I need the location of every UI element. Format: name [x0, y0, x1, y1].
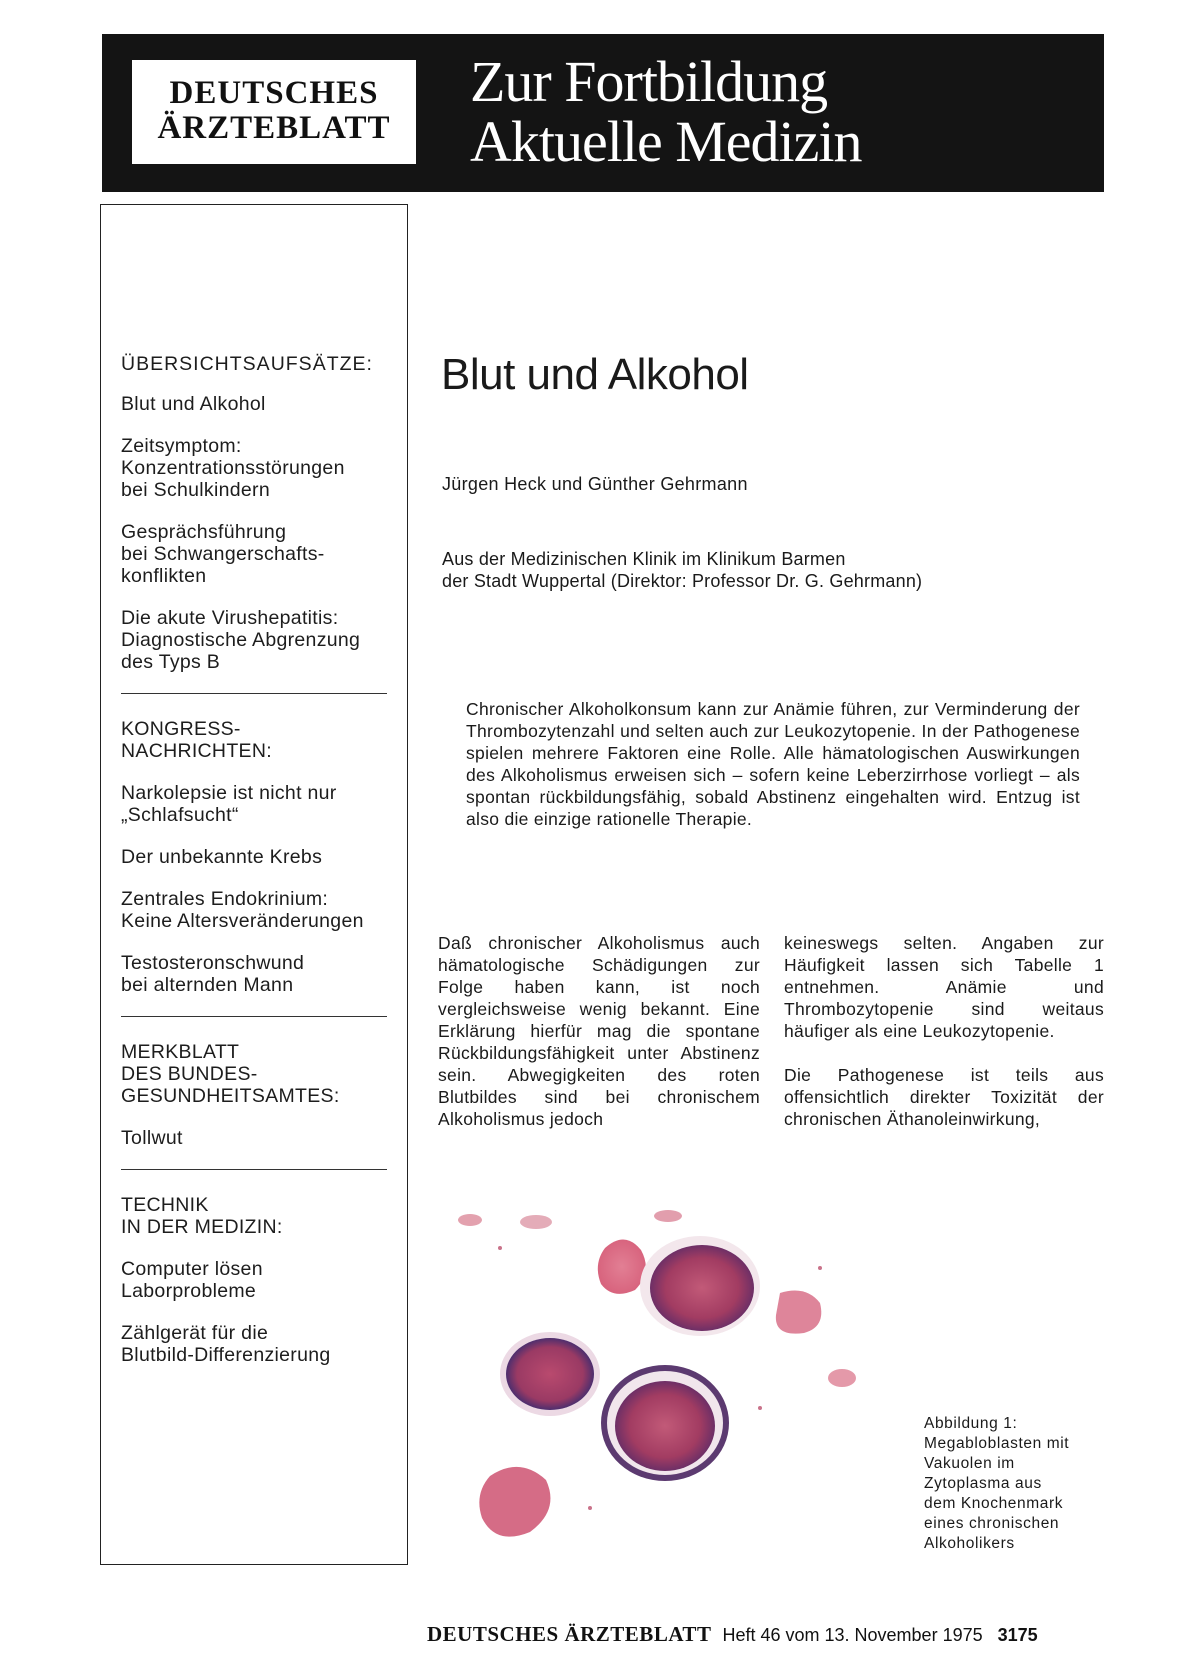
- affiliation-line-2: der Stadt Wuppertal (Direktor: Professor Dr. G. Gehrmann): [442, 571, 923, 591]
- page-number: 3175: [997, 1625, 1038, 1645]
- toc-item: Gesprächsführung bei Schwangerschafts- konflikten: [121, 521, 325, 587]
- megaloblast-nucleus: [615, 1381, 715, 1471]
- toc-item: Zeitsymptom: Konzentrationsstörungen bei Schulkindern: [121, 435, 345, 501]
- table-of-contents: [121, 353, 391, 1386]
- cell-fragment: [479, 1467, 550, 1537]
- article-affiliation: [442, 548, 922, 592]
- toc-group-congress: [121, 782, 391, 996]
- speckle: [588, 1506, 592, 1510]
- toc-item: Zählgerät für die Blutbild-Differenzierung: [121, 1322, 331, 1366]
- speckle: [498, 1246, 502, 1250]
- toc-group-overview: [121, 393, 391, 673]
- cell-fragment: [520, 1215, 552, 1229]
- cell-fragment: [458, 1214, 482, 1226]
- contents-sidebar: [100, 204, 408, 1565]
- page-footer: [427, 1622, 1038, 1647]
- toc-divider: [121, 1169, 387, 1170]
- figure-caption: Abbildung 1: Megabloblasten mit Vakuolen im Zytoplasma aus dem Knochenmark eines chronischen Alkoholikers: [924, 1415, 1070, 1552]
- toc-divider: [121, 693, 387, 694]
- toc-item: Testosteronschwund bei alternden Mann: [121, 952, 305, 996]
- body-paragraph: keineswegs selten. Angaben zur Häufigkeit lassen sich Tabelle 1 entnehmen. Anämie und Thrombozytopenie sind weitaus häufiger als eine Leukozytopenie.: [784, 933, 1104, 1041]
- section-title-line-1: Zur Fortbildung: [470, 49, 828, 114]
- toc-item: Zentrales Endokrinium: Keine Altersveränderungen: [121, 888, 364, 932]
- body-paragraph: Die Pathogenese ist teils aus offensichtlich direkter Toxizität der chronischen Äthanoleinwirkung,: [784, 1065, 1104, 1129]
- toc-item: Tollwut: [121, 1127, 183, 1149]
- cell-fragment: [598, 1239, 646, 1293]
- article-authors: Jürgen Heck und Günther Gehrmann: [442, 474, 748, 494]
- cell-fragment: [828, 1369, 856, 1387]
- toc-heading-merkblatt: MERKBLATT DES BUNDES- GESUNDHEITSAMTES:: [121, 1041, 340, 1107]
- toc-item: Blut und Alkohol: [121, 393, 266, 415]
- toc-item: Computer lösen Laborprobleme: [121, 1258, 263, 1302]
- micrograph-figure: [440, 1208, 910, 1568]
- footer-issue: Heft 46 vom 13. November 1975: [722, 1625, 983, 1645]
- toc-item: Der unbekannte Krebs: [121, 846, 323, 868]
- section-title: [470, 49, 862, 174]
- article-abstract: Chronischer Alkoholkonsum kann zur Anämie führen, zur Verminderung der Thrombozytenzahl und selten auch zur Leukozytopenie. In der Pathogenese spielen mehrere Faktoren eine Rolle. Alle hämatologischen Auswirkungen des Alkoholismus erweisen sich – sofern keine Leberzirrhose vorliegt – als spontan rückbildungsfähig, sobald Abstinenz eingehalten wird. Entzug ist also die einzige rationelle Therapie.: [466, 699, 1080, 829]
- body-column-left: [438, 932, 760, 1152]
- footer-publication: DEUTSCHES ÄRZTEBLATT: [427, 1622, 712, 1646]
- megaloblast-nucleus: [650, 1245, 754, 1331]
- body-paragraph: Daß chronischer Alkoholismus auch hämatologische Schädigungen zur Folge haben kann, ist noch vergleichsweise wenig bekannt. Eine Erklärung hierfür mag die spontane Rückbildungsfähigkeit unter Abstinenz sein. Abwegigkeiten des roten Blutbildes sind bei chronischem Alkoholismus jedoch: [438, 933, 760, 1129]
- toc-heading-congress: KONGRESS- NACHRICHTEN:: [121, 718, 272, 762]
- section-title-line-2: Aktuelle Medizin: [470, 109, 862, 174]
- toc-item: Narkolepsie ist nicht nur „Schlafsucht“: [121, 782, 337, 826]
- speckle: [758, 1406, 762, 1410]
- article-title: Blut und Alkohol: [441, 350, 749, 399]
- logo-line-2: ÄRZTEBLATT: [157, 110, 391, 146]
- journal-logo: [132, 60, 416, 164]
- affiliation-line-1: Aus der Medizinischen Klinik im Klinikum Barmen: [442, 549, 846, 569]
- cell-fragment: [776, 1291, 821, 1334]
- header-banner: [102, 34, 1104, 192]
- toc-heading-technik: TECHNIK IN DER MEDIZIN:: [121, 1194, 283, 1238]
- toc-divider: [121, 1016, 387, 1017]
- toc-item: Die akute Virushepatitis: Diagnostische Abgrenzung des Typs B: [121, 607, 361, 673]
- toc-heading-overview: ÜBERSICHTSAUFSÄTZE:: [121, 353, 373, 375]
- logo-line-1: DEUTSCHES: [169, 75, 379, 111]
- cell-fragment: [654, 1210, 682, 1222]
- body-column-right: [784, 932, 1104, 1152]
- megaloblast-nucleus: [506, 1338, 594, 1410]
- speckle: [818, 1266, 822, 1270]
